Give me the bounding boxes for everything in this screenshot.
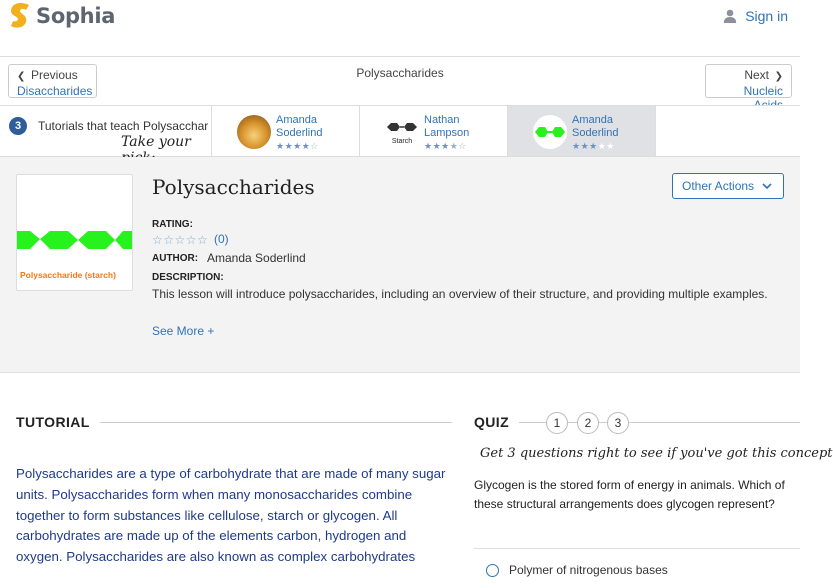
tutorial-author: Nathan Lampson [424, 114, 470, 139]
tutorial-author: Amanda Soderlind [276, 114, 323, 139]
author-label: AUTHOR: [152, 253, 199, 264]
site-header [0, 0, 800, 57]
sophia-logo[interactable] [10, 2, 115, 29]
tutorial-rating: ★★★★★ [572, 141, 615, 151]
next-lesson-button[interactable] [705, 64, 792, 98]
lesson-image [16, 174, 133, 291]
tutorial-count-badge: 3 [9, 117, 27, 135]
tutorial-rating: ★★★★☆ [276, 141, 319, 151]
previous-label: Previous [31, 68, 78, 82]
lesson-title: Polysaccharides [152, 175, 315, 199]
rating-count[interactable]: (0) [214, 232, 229, 246]
quiz-tagline: Get 3 questions right to see if you've got this concept [480, 446, 833, 461]
quiz-step-2[interactable]: 2 [577, 412, 599, 434]
tutorial-card[interactable] [360, 106, 508, 156]
previous-lesson-title: Disaccharides [17, 84, 93, 98]
green-hexagon-graphic [533, 115, 567, 149]
sign-in-link[interactable] [723, 8, 788, 24]
chevron-down-icon [762, 182, 772, 190]
thumbnail-caption: Starch [391, 138, 413, 145]
take-your-pick-label: Take your [121, 134, 191, 150]
other-actions-dropdown[interactable] [672, 173, 784, 199]
chevron-right-icon: ❯ [774, 71, 783, 82]
sign-in-label: Sign in [745, 8, 788, 24]
sophia-logo-icon [10, 2, 31, 29]
tutorial-body: Polysaccharides are a type of carbohydrate that are made of many sugar units. Polysaccharides form when many monosaccharides combine together to form substances like cellulose, starch or glycogen. All carbohydrates are made up of the elements carbon, hydrogen and oxygen. Polysaccharides are also known as complex carbohydrates [16, 466, 446, 565]
author-name: Amanda Soderlind [207, 251, 306, 265]
image-caption: Polysaccharide (starch) [20, 270, 116, 280]
lesson-navigation [0, 57, 800, 103]
starch-molecule-graphic [385, 115, 419, 149]
current-lesson-title: Polysaccharides [356, 66, 444, 80]
tutorial-heading: TUTORIAL [16, 414, 90, 430]
radio-button[interactable] [486, 564, 499, 577]
next-lesson-title: Nucleic [743, 84, 783, 98]
description-label: DESCRIPTION: [152, 272, 224, 283]
quiz-answer-option[interactable] [486, 563, 668, 577]
quiz-question: Glycogen is the stored form of energy in animals. Which of these structural arrangements does glycogen represent? [474, 478, 785, 511]
rating-stars[interactable]: ☆☆☆☆☆ [152, 233, 209, 247]
tutorial-rating: ★★★★☆ [424, 141, 467, 151]
description-text: This lesson will introduce polysaccharides, including an overview of their structure, and providing multiple examples. [152, 287, 768, 301]
tutorial-card[interactable] [212, 106, 360, 156]
golden-photo-thumbnail-icon [237, 115, 271, 149]
tutorial-picker-label: Tutorials that teach Polysacchar [38, 119, 209, 133]
next-label: Next [744, 68, 769, 82]
brand-name: Sophia [36, 3, 116, 28]
chevron-left-icon: ❮ [17, 71, 26, 82]
tutorial-author: Amanda Soderlind [572, 114, 619, 139]
rating-label: RATING: [152, 219, 193, 230]
tutorial-picker [0, 105, 800, 157]
user-icon [723, 9, 737, 23]
starch-molecule-thumbnail-icon [385, 115, 419, 149]
quiz-step-3[interactable]: 3 [607, 412, 629, 434]
other-actions-label: Other Actions [682, 179, 755, 193]
lesson-overview [0, 157, 800, 373]
tutorial-card-active[interactable] [508, 106, 656, 156]
tutorial-picker-header [0, 106, 212, 156]
quiz-heading: QUIZ [474, 414, 510, 430]
answer-text: Polymer of nitrogenous bases [509, 563, 668, 577]
quiz-answer-list [474, 548, 800, 588]
polysaccharide-chain-icon [17, 175, 132, 265]
green-hexagon-chain-thumbnail-icon [533, 115, 567, 149]
quiz-step-1[interactable]: 1 [546, 412, 568, 434]
see-more-link[interactable]: See More + [152, 324, 215, 338]
tutorial-divider [100, 422, 452, 423]
